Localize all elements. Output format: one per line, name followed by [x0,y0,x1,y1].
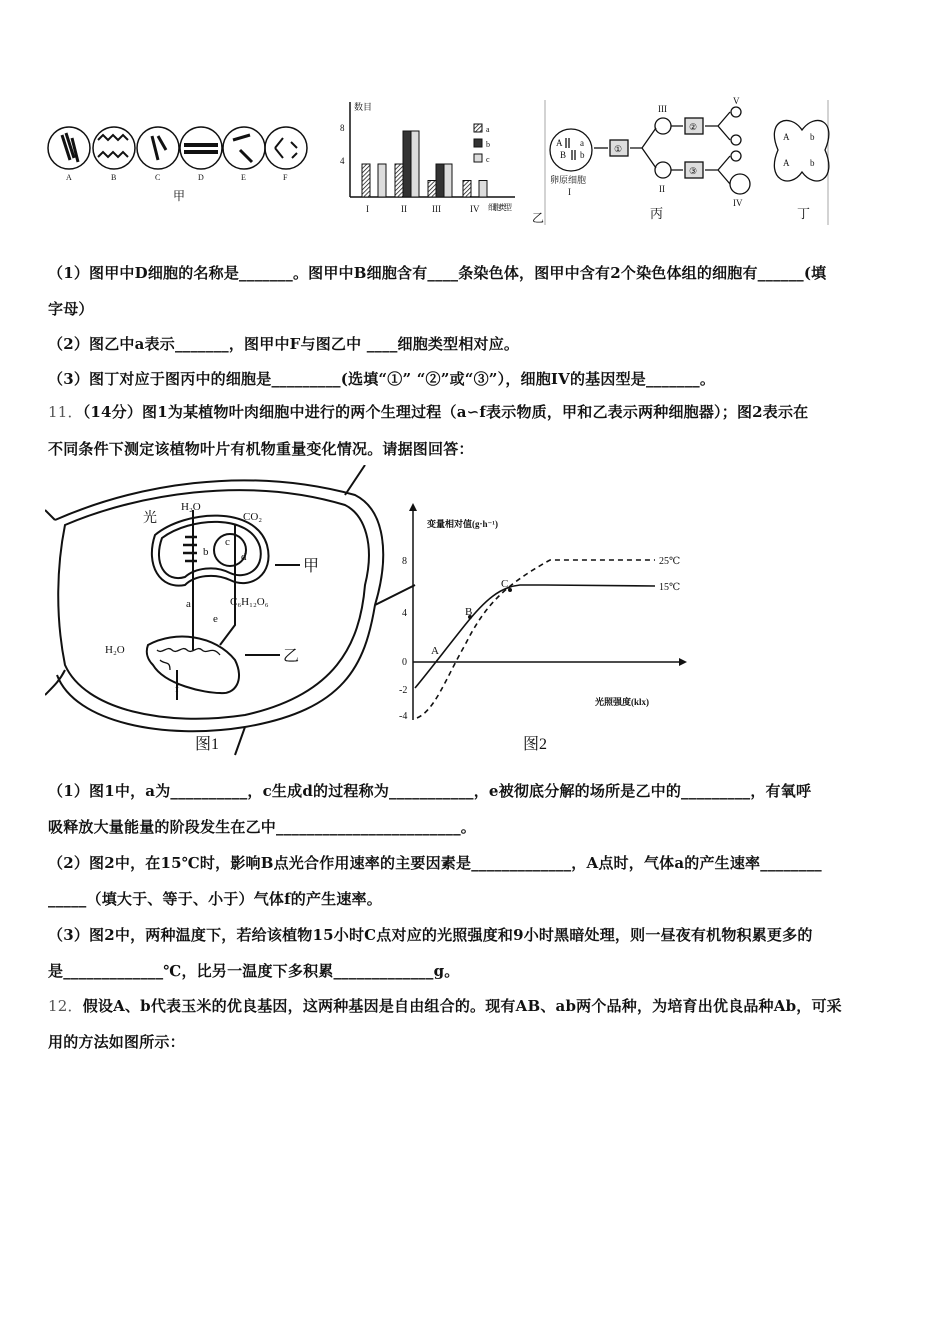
figure-jia [48,127,307,169]
bar-a-IV [463,181,471,198]
fig2-ytick: 0 [402,657,407,668]
yi-caption: 乙 [532,211,545,225]
svg-text:B: B [111,173,117,182]
ding-caption: 丁 [797,206,811,221]
bar-a-I [362,164,370,197]
svg-text:F: F [283,173,288,182]
ding-gene: b [810,132,815,142]
label-d: d [241,551,247,563]
legend-swatch-b [474,139,482,147]
legend-15c: 15℃ [659,582,681,593]
figure-1-2 [45,465,710,760]
bar-a-II [395,164,403,197]
point-B: B [465,606,473,618]
q11-1-line1: （1）图1中，a为__________，c生成d的过程称为___________，e被彻底分解的场所是乙中的_________，有氧呼 [48,782,812,800]
q12-text: 假设A、b代表玉米的优良基因，这两种基因是自由组合的。现有AB、ab两个品种，为培育出优良品种Ab，可采 [82,997,842,1015]
point-A: A [431,645,439,657]
bar-c-III [444,164,452,197]
q11-3-line2: 是_____________℃，比另一温度下多积累_____________g。 [48,962,460,980]
label-glucose: C₆H₁₂O₆ [230,596,269,608]
q10-3: （3）图丁对应于图丙中的细胞是_________(选填“①” “②”或“③”），细胞IV的基因型是_______。 [48,370,716,388]
fig2-ylabel: 变量相对值(g·h⁻¹) [427,519,498,529]
bing-caption: 丙 [650,206,664,221]
figure2-caption: 图2 [523,736,548,753]
gene-B: B [560,150,567,160]
label-f: f [175,683,179,695]
yi-ytick: 8 [340,123,345,133]
bar-b-II [403,131,411,197]
bar-c-II [411,131,419,197]
label-h2o-left: H₂O [105,644,125,656]
cell-I: I [568,187,571,197]
yi-xtick: IV [470,204,480,214]
fig2-ytick: -2 [399,685,408,696]
q11-1-line2: 吸释放大量能量的阶段发生在乙中________________________。 [48,818,477,836]
question-number: 11． [48,403,83,421]
label-c: c [225,536,230,548]
legend-25c: 25℃ [659,556,681,567]
ding-gene: A [783,158,790,168]
label-co2: CO₂ [243,511,263,523]
label-jia: 甲 [303,558,320,575]
q10-2: （2）图乙中a表示_______，图甲中F与图乙中 ____细胞类型相对应。 [48,335,520,353]
bar-b-III [436,164,444,197]
q10-1-line1: （1）图甲中D细胞的名称是_______。图甲中B细胞含有____条染色体，图甲中含有2个染色体组的细胞有______(填 [48,264,827,282]
yi-xtick: III [432,204,441,214]
gene-b: b [580,150,585,160]
legend-swatch-a [474,124,482,132]
q12-line1 [48,995,842,1016]
cell-V: V [733,96,740,106]
fig2-ytick: -4 [399,711,408,722]
fig2-xlabel: 光照强度(klx) [595,697,650,707]
cell-III: III [658,104,667,114]
label-b: b [203,546,209,558]
step-2: ② [689,122,698,132]
legend-swatch-c [474,154,482,162]
yi-xtick: II [401,204,407,214]
cell-II: II [659,184,665,194]
svg-text:A: A [66,173,72,182]
gene-A: A [556,138,563,148]
q11-3-line1: （3）图2中，两种温度下，若给该植物15小时C点对应的光照强度和9小时黑暗处理，则一昼夜有机物积累更多的 [48,926,813,944]
question-number: 12． [48,997,83,1015]
legend-b: b [486,140,490,149]
oogonium-label: 卵原细胞 [550,175,587,185]
q10-1-line2: 字母） [48,300,94,318]
jia-caption: 甲 [173,189,186,203]
svg-text:E: E [241,173,246,182]
q11-text: （14分）图1为某植物叶肉细胞中进行的两个生理过程（a∽f表示物质，甲和乙表示两种细胞器）；图2表示在 [82,403,809,421]
q11-2-line1: （2）图2中，在15℃时，影响B点光合作用速率的主要因素是_____________，A点时，气体a的产生速率________ [48,854,822,872]
step-1: ① [614,144,623,154]
q11-line2: 不同条件下测定该植物叶片有机物重量变化情况。请据图回答： [48,440,474,458]
q11-2-line2: _____（填大于、等于、小于）气体f的产生速率。 [48,890,382,908]
fig2-ytick: 8 [402,556,407,567]
point-C: C [501,578,509,590]
step-3: ③ [689,166,698,176]
yi-xlabel: 细胞类型 [488,203,512,212]
svg-text:D: D [198,173,204,182]
yi-xtick: I [366,204,369,214]
figure-top [0,0,950,240]
figure2-chart [399,503,687,753]
ding-gene: A [783,132,790,142]
cell-IV: IV [733,198,743,208]
legend-a: a [486,125,490,134]
q12-line2: 用的方法如图所示： [48,1033,185,1051]
bar-c-I [378,164,386,197]
label-h2o-top: H₂O [181,501,201,513]
ding-gene: b [810,158,815,168]
q11-line1 [48,401,808,422]
label-yi: 乙 [283,648,300,665]
svg-text:C: C [155,173,161,182]
legend-c: c [486,155,490,164]
jia-cell-labels [66,173,288,182]
fig2-ytick: 4 [402,608,407,619]
label-light: 光 [143,511,157,526]
bar-a-III [428,181,436,198]
figure1-caption: 图1 [195,736,220,753]
gene-a: a [580,138,584,148]
yi-ylabel: 数目 [354,102,373,112]
label-e: e [213,613,218,625]
yi-ytick: 4 [340,156,345,166]
bar-c-IV [479,181,487,198]
figure-yi-chart [340,101,544,225]
label-a: a [186,598,191,610]
figure1-cell [45,465,415,755]
curve-25c [417,560,655,718]
